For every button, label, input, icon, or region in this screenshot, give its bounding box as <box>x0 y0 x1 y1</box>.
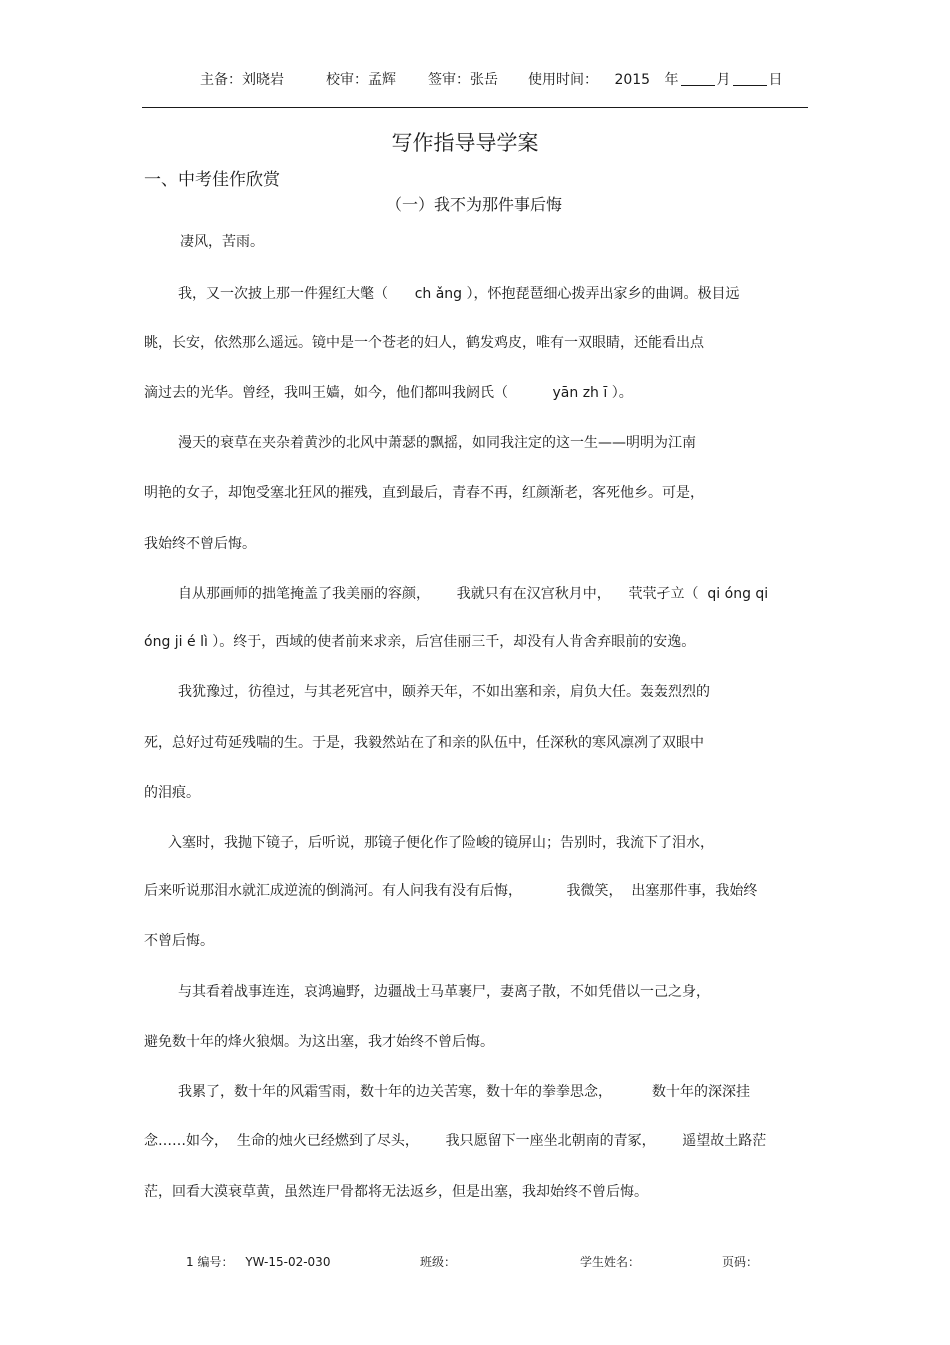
footer-code <box>186 1254 330 1270</box>
date-year-unit: 年 <box>664 72 679 88</box>
essay-line: 凄风，苦雨。 <box>180 234 264 250</box>
essay-line: 避免数十年的烽火狼烟。为这出塞，我才始终不曾后悔。 <box>144 1034 494 1050</box>
essay-line: 明艳的女子，却饱受塞北狂风的摧残，直到最后，青春不再，红颜渐老，客死他乡。可是， <box>144 485 704 501</box>
header-rule <box>142 107 808 108</box>
footer-code-value: YW-15-02-030 <box>245 1255 331 1269</box>
footer-student-label: 学生姓名： <box>580 1255 641 1269</box>
usage-date <box>528 71 783 89</box>
date-month-unit: 月 <box>716 72 731 88</box>
essay-line: 后来听说那泪水就汇成逆流的倒淌河。有人问我有没有后悔， 我微笑， 出塞那件事，我始终 <box>144 883 758 899</box>
essay-line: 不曾后悔。 <box>144 933 214 949</box>
essay-line: 自从那画师的拙笔掩盖了我美丽的容颜， 我就只有在汉宫秋月中， 茕茕孑立（ qi óng qi <box>178 586 769 602</box>
month-blank <box>681 71 715 86</box>
day-blank <box>733 71 767 86</box>
essay-line: 我始终不曾后悔。 <box>144 536 256 552</box>
footer-class-label: 班级： <box>420 1255 457 1269</box>
essay-line: 与其看着战事连连，哀鸿遍野，边疆战士马革裹尸，妻离子散，不如凭借以一己之身， <box>178 984 710 1000</box>
date-year: 2015 <box>614 72 651 88</box>
page-title: 写作指导导学案 <box>391 131 539 155</box>
essay-line: 眺，长安，依然那么遥远。镜中是一个苍老的妇人，鹤发鸡皮，唯有一双眼睛，还能看出点 <box>144 335 704 351</box>
essay-line: 死，总好过苟延残喘的生。于是，我毅然站在了和亲的队伍中，任深秋的寒风凛冽了双眼中 <box>144 735 704 751</box>
footer-page-number: 1 <box>186 1255 194 1269</box>
essay-line: 我累了，数十年的风霜雪雨，数十年的边关苦寒，数十年的拳拳思念， 数十年的深深挂 <box>178 1084 751 1100</box>
essay-line: 滴过去的光华。曾经，我叫王嫱，如今，他们都叫我阏氏（ yān zh ī ）。 <box>144 385 633 401</box>
preparer-label: 主备：刘晓岩 <box>200 72 284 88</box>
essay-line: 我犹豫过，彷徨过，与其老死宫中，颐养天年，不如出塞和亲，肩负大任。轰轰烈烈的 <box>178 684 710 700</box>
essay-line: 茫，回看大漠衰草黄，虽然连尸骨都将无法返乡，但是出塞，我却始终不曾后悔。 <box>144 1184 648 1200</box>
section-heading: 一、中考佳作欣赏 <box>144 170 280 190</box>
date-label: 使用时间： <box>528 72 598 88</box>
footer-code-label: 编号： <box>197 1255 234 1269</box>
footer-page-label: 页码： <box>722 1255 759 1269</box>
essay-line: 念……如今， 生命的烛火已经燃到了尽头， 我只愿留下一座坐北朝南的青冢， 遥望故土路茫 <box>144 1133 767 1149</box>
essay-line: 我，又一次披上那一件猩红大氅（ ch ǎng ），怀抱琵琶细心拨弄出家乡的曲调。极目远 <box>178 286 740 302</box>
essay-line: 漫天的衰草在夹杂着黄沙的北风中萧瑟的飘摇，如同我注定的这一生——明明为江南 <box>178 435 696 451</box>
essay-line: 的泪痕。 <box>144 785 200 801</box>
essay-line: óng ji é lì ）。终于，西域的使者前来求亲，后宫佳丽三千，却没有人肯舍弃眼前的安逸。 <box>144 634 696 650</box>
approver-label: 签审：张岳 <box>428 72 498 88</box>
date-day-unit: 日 <box>768 72 783 88</box>
essay-title: （一）我不为那件事后悔 <box>385 195 562 214</box>
essay-line: 入塞时，我抛下镜子，后听说，那镜子便化作了险峻的镜屏山；告别时，我流下了泪水， <box>168 835 714 851</box>
reviewer-label: 校审：孟辉 <box>326 72 396 88</box>
